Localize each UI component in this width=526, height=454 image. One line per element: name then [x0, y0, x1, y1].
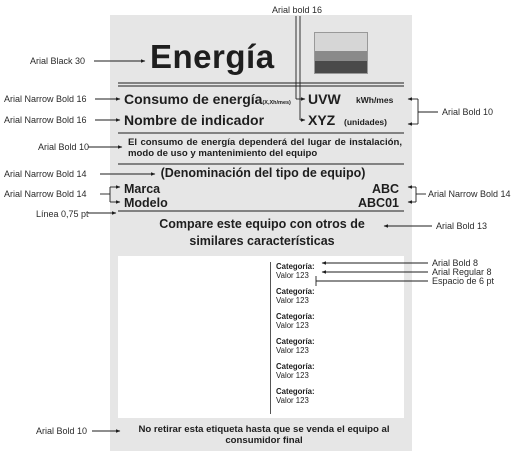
indicador-value-units: (unidades): [344, 117, 387, 127]
category-label: Categoría:: [276, 362, 315, 371]
consumption-note: El consumo de energía dependerá del lugar de instalación, modo de uso y mantenimiento del equipo: [128, 137, 402, 160]
annotation-arial-black-30: Arial Black 30: [30, 56, 86, 66]
annotation-arial-bold-16: Arial bold 16: [272, 5, 323, 15]
annotation-linea: Línea 0,75 pt: [36, 209, 89, 219]
annotation-narrow-bold-14-a: Arial Narrow Bold 14: [4, 169, 87, 179]
category-value: Valor 123: [276, 271, 309, 281]
consumo-units: (X,Xh/mes): [262, 100, 291, 106]
indicador-value: XYZ: [308, 112, 336, 128]
annotation-narrow-bold-16-b: Arial Narrow Bold 16: [4, 115, 87, 125]
category-value: Valor 123: [276, 321, 309, 331]
modelo-label: Modelo: [124, 196, 168, 210]
category-value: Valor 123: [276, 396, 309, 406]
modelo-value: ABC01: [358, 196, 399, 210]
consumo-label-text: Consumo de energía: [124, 91, 263, 107]
category-label: Categoría:: [276, 337, 315, 346]
annotation-narrow-bold-14-b: Arial Narrow Bold 14: [4, 189, 87, 199]
annotation-espacio: Espacio de 6 pt: [432, 276, 495, 286]
marca-value: ABC: [372, 182, 400, 196]
annotation-arial-regular-8: Arial Regular 8: [432, 267, 492, 277]
category-label: Categoría:: [276, 262, 315, 271]
category-label: Categoría:: [276, 387, 315, 396]
annotation-arial-bold-10-left: Arial Bold 10: [38, 142, 90, 152]
marca-label: Marca: [124, 182, 161, 196]
compare-text: Compare este equipo con otros de similares características: [159, 217, 365, 248]
annotation-arial-bold-10-right: Arial Bold 10: [442, 107, 494, 117]
category-label: Categoría:: [276, 312, 315, 321]
category-value: Valor 123: [276, 371, 309, 381]
annotation-narrow-bold-16-a: Arial Narrow Bold 16: [4, 94, 87, 104]
annotation-arial-bold-13: Arial Bold 13: [436, 221, 488, 231]
category-label: Categoría:: [276, 287, 315, 296]
label-title: Energía: [150, 38, 275, 75]
consumo-value-units: kWh/mes: [356, 95, 394, 105]
footer-notice: No retirar esta etiqueta hasta que se venda el equipo al consumidor final: [138, 424, 390, 447]
annotation-arial-bold-8: Arial Bold 8: [432, 258, 479, 268]
consumo-value: UVW: [308, 91, 341, 107]
annotation-narrow-bold-14-right: Arial Narrow Bold 14: [428, 189, 511, 199]
annotation-arial-bold-10-footer: Arial Bold 10: [36, 426, 88, 436]
category-value: Valor 123: [276, 296, 309, 306]
equipment-type: (Denominación del tipo de equipo): [160, 166, 366, 180]
indicador-label: Nombre de indicador: [124, 112, 265, 128]
category-value: Valor 123: [276, 346, 309, 356]
